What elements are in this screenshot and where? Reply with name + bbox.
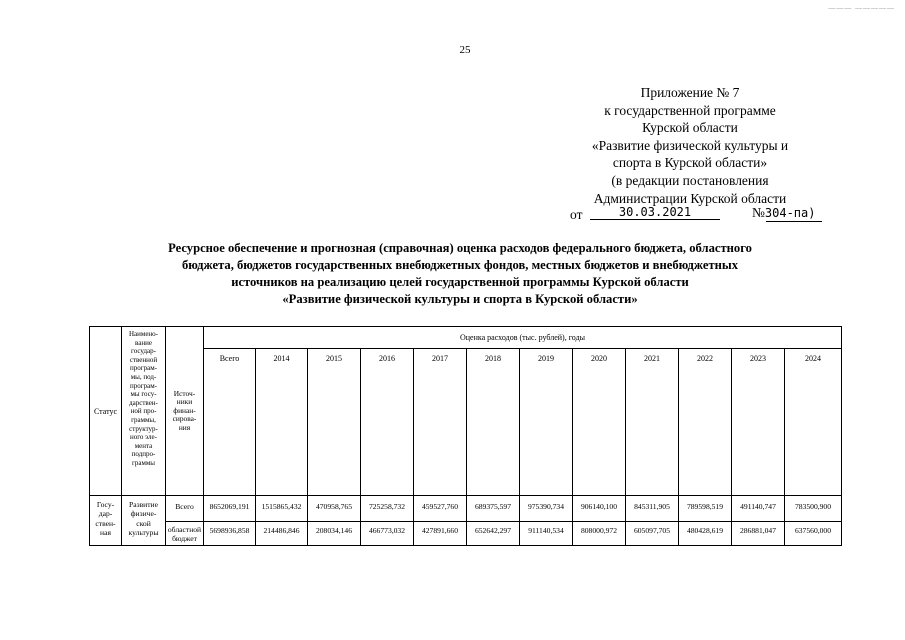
year-header: 2017 [414,349,467,496]
year-header: 2020 [573,349,626,496]
value-cell: 208034,146 [308,522,361,546]
value-cell: 789598,519 [679,496,732,522]
value-cell: 605097,705 [626,522,679,546]
cell-line: областной [167,525,202,534]
value-cell: 459527,760 [414,496,467,522]
cell-line: ствен- [95,518,116,528]
value-cell: 491140,747 [732,496,785,522]
year-header-total: Всего [204,349,256,496]
header-line: граммы [131,458,156,467]
year-header: 2015 [308,349,361,496]
appendix-line: спорта в Курской области» [612,155,768,171]
title-line: источников на реализацию целей государственной программы Курской области [231,275,689,289]
value-cell: 906140,100 [573,496,626,522]
funding-source-header [166,327,204,496]
number-underline [766,221,822,222]
value-cell: 470958,765 [308,496,361,522]
appendix-line: (в редакции постановления [611,172,769,188]
header-line: програм- [130,364,157,373]
value-cell: 480428,619 [679,522,732,546]
header-line: ственной [129,355,158,364]
appendix-line: Администрации Курской области [593,190,787,206]
status-cell [90,496,122,546]
resource-table [89,326,842,546]
year-header: 2018 [467,349,520,496]
appendix-line: к государственной программе [604,102,776,118]
header-line: Источ- [173,388,196,398]
cell-line: культуры [128,528,159,538]
table-row [90,522,842,546]
header-line: ной про- [130,407,157,416]
cell-line: ная [100,528,111,538]
header-line: мы, под- [130,372,157,381]
header-line: граммы, [131,415,156,424]
cell-line: бюджет [172,534,197,543]
value-cell: 8652069,191 [204,496,256,522]
cell-line: дар- [98,509,113,519]
order-date-line [570,207,830,223]
value-cell: 466773,032 [361,522,414,546]
header-line: ного эле- [129,433,157,442]
header-line: дарствен- [129,398,158,407]
program-name-header [122,327,166,496]
value-cell: 652642,297 [467,522,520,546]
header-line: государ- [131,347,156,356]
year-header: 2022 [679,349,732,496]
source-cell [166,522,204,546]
status-header: Статус [90,327,122,496]
order-number: 304-па) [764,206,816,220]
year-header: 2019 [520,349,573,496]
header-line: структур- [129,424,158,433]
appendix-line: Курской области [642,120,738,136]
value-cell: 725258,732 [361,496,414,522]
page-number: 25 [459,44,471,56]
appendix-line: «Развитие физической культуры и [591,137,789,153]
appendix-block [560,84,820,207]
header-line: вание [135,338,152,347]
value-cell: 5698936,858 [204,522,256,546]
year-header: 2016 [361,349,414,496]
header-line: мента [134,441,153,450]
header-line: сирова- [172,414,197,424]
value-cell: 689375,597 [467,496,520,522]
title-line: бюджета, бюджетов государственных внебюджетных фондов, местных бюджетов и внебюджетных [181,258,739,272]
from-label: от [570,207,583,222]
year-header: 2014 [256,349,308,496]
cell-line: ской [136,518,151,528]
header-line: Наимено- [128,330,159,338]
title-line: Ресурсное обеспечение и прогнозная (справочная) оценка расходов федерального бюджета, областного [168,241,752,255]
value-cell: 783500,900 [785,496,842,522]
header-line: програм- [130,381,157,390]
header-line: финан- [173,405,196,415]
title-line: «Развитие физической культуры и спорта в Курской области» [282,292,638,306]
number-label: № [752,205,765,220]
year-header: 2021 [626,349,679,496]
order-number-block [752,205,828,221]
document-title [95,240,825,308]
source-cell: Всего [166,496,204,522]
value-cell: 845311,905 [626,496,679,522]
estimate-header: Оценка расходов (тыс. рублей), годы [204,327,842,349]
appendix-line: Приложение № 7 [640,85,740,100]
value-cell: 808000,972 [573,522,626,546]
value-cell: 911140,534 [520,522,573,546]
year-header: 2024 [785,349,842,496]
value-cell: 286881,047 [732,522,785,546]
cell-line: Развитие [129,500,158,509]
value-cell: 637560,000 [785,522,842,546]
cell-line: Госу- [96,500,115,509]
header-line: ники [176,397,193,407]
program-name-cell [122,496,166,546]
corner-marks: ——— ————— [828,4,895,12]
header-line: подпро- [131,450,156,459]
year-header: 2023 [732,349,785,496]
value-cell: 214486,846 [256,522,308,546]
order-date: 30.03.2021 [590,205,720,220]
value-cell: 975390,734 [520,496,573,522]
value-cell: 427891,660 [414,522,467,546]
value-cell: 1515865,432 [256,496,308,522]
table-row [90,496,842,522]
header-line: мы госу- [130,390,157,399]
cell-line: физиче- [130,509,157,519]
header-line: ния [178,422,191,432]
